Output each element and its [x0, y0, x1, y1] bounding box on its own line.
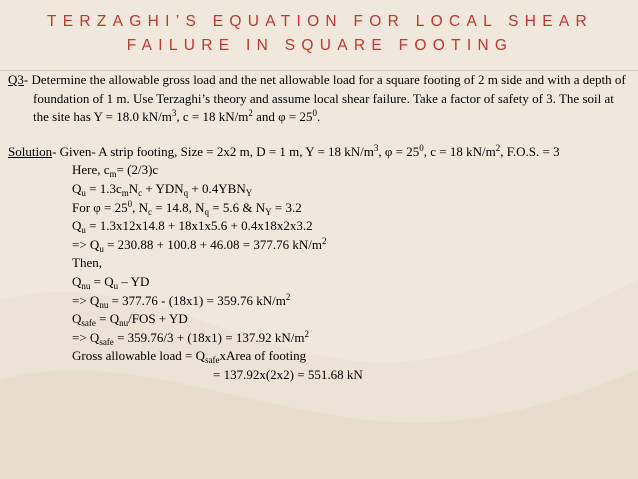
step-text: = 14.8, N [152, 199, 205, 215]
superscript: 0 [127, 198, 133, 209]
question-text-2: , c = 18 kN/m [176, 109, 249, 125]
question-paragraph [8, 71, 630, 127]
solution-steps [8, 161, 630, 384]
solution-text-2: , φ = 25 [378, 143, 420, 159]
step-line [72, 273, 630, 292]
superscript: 2 [495, 142, 501, 153]
title-line-2: FAILURE IN SQUARE FOOTING [126, 37, 514, 54]
subscript: m [121, 187, 129, 198]
step-text: = 5.6 & N [209, 199, 266, 215]
step-text: = 1.3x12x14.8 + 18x1x5.6 + 0.4x18x2x3.2 [85, 218, 313, 234]
step-line [72, 329, 630, 348]
subscript: c [138, 187, 143, 198]
subscript: u [81, 225, 86, 236]
step-text: + 0.4YBN [188, 180, 246, 196]
step-text: = 1.3c [85, 180, 122, 196]
solution-given-text: - Given- A strip footing, Size = 2x2 m, D = 1 m, Y = 18 kN/m [52, 143, 374, 159]
step-text: = 3.2 [271, 199, 302, 215]
spacer [8, 127, 630, 143]
superscript: 2 [322, 235, 327, 246]
step-line [72, 236, 630, 255]
slide-body [8, 71, 630, 385]
step-text: For φ = 25 [72, 199, 128, 215]
solution-text-4: , F.O.S. = 3 [500, 143, 560, 159]
superscript: 2 [248, 108, 253, 119]
step-text: => Q [72, 329, 100, 345]
subscript: u [81, 187, 86, 198]
step-text: = Q [90, 273, 114, 289]
subscript: u [113, 280, 119, 291]
step-text: Q [72, 273, 82, 289]
step-line-result [72, 366, 630, 385]
step-line [72, 217, 630, 236]
step-text: Q [72, 218, 82, 234]
question-text-4: . [316, 109, 321, 125]
step-text: Q [72, 180, 82, 196]
step-line [72, 180, 630, 199]
step-text: = (2/3)c [116, 162, 159, 178]
step-text: => Q [72, 236, 100, 252]
step-text: = 137.92x(2x2) = 551.68 kN [213, 366, 363, 382]
subscript: c [148, 206, 153, 217]
step-line [72, 292, 630, 311]
solution-paragraph [8, 143, 630, 162]
step-line [72, 310, 630, 329]
step-text: N [128, 180, 139, 196]
subscript: m [109, 169, 117, 180]
step-line [72, 199, 630, 218]
solution-text-3: , c = 18 kN/m [423, 143, 496, 159]
step-text: => Q [72, 292, 100, 308]
step-line [72, 254, 630, 273]
step-text: = Q [95, 311, 120, 327]
superscript: 3 [373, 142, 379, 153]
subscript: safe [99, 336, 114, 347]
step-text: = 359.76/3 + (18x1) = 137.92 kN/m [113, 329, 305, 345]
step-text: + YDN [142, 180, 184, 196]
subscript: safe [204, 355, 220, 366]
step-text: – YD [118, 273, 150, 289]
subscript: nu [99, 299, 109, 310]
title-line-1: TERZAGHI’S EQUATION FOR LOCAL SHEAR [46, 13, 594, 30]
step-text: xArea of footing [219, 348, 307, 364]
solution-label: Solution [8, 143, 53, 159]
superscript: 2 [304, 328, 309, 339]
subscript: q [204, 206, 210, 217]
question-text-3: and φ = 25 [252, 109, 313, 125]
subscript: nu [81, 280, 91, 291]
subscript: u [99, 243, 104, 254]
superscript: 0 [312, 108, 317, 119]
step-text: Gross allowable load = Q [72, 348, 205, 364]
superscript: 2 [285, 291, 291, 302]
step-text: Then, [72, 255, 102, 271]
step-line [72, 161, 630, 180]
subscript: Y [245, 187, 253, 198]
superscript: 0 [419, 142, 424, 153]
slide-title [40, 10, 600, 58]
superscript: 3 [171, 108, 177, 119]
step-text: Here, c [72, 162, 110, 178]
subscript: Y [265, 206, 272, 217]
step-text: , N [132, 199, 149, 215]
subscript: nu [119, 318, 129, 329]
question-text: - Determine the allowable gross load and the net allowable load for a square footing of 2 m side and with a depth of foundation of 1 m. Use Terzaghi’s theory and assume local shear failure. Take a factor of safety of 3. The soil at the site has Y = 18.0 kN/m [23, 72, 626, 125]
step-text: = 230.88 + 100.8 + 46.08 = 377.76 kN/m [103, 236, 323, 252]
subscript: q [183, 187, 189, 198]
step-text: Q [72, 311, 82, 327]
step-text: = 377.76 - (18x1) = 359.76 kN/m [108, 292, 286, 308]
step-text: /FOS + YD [128, 311, 188, 327]
step-line [72, 347, 630, 366]
subscript: safe [81, 318, 96, 329]
question-label: Q3 [8, 72, 24, 87]
